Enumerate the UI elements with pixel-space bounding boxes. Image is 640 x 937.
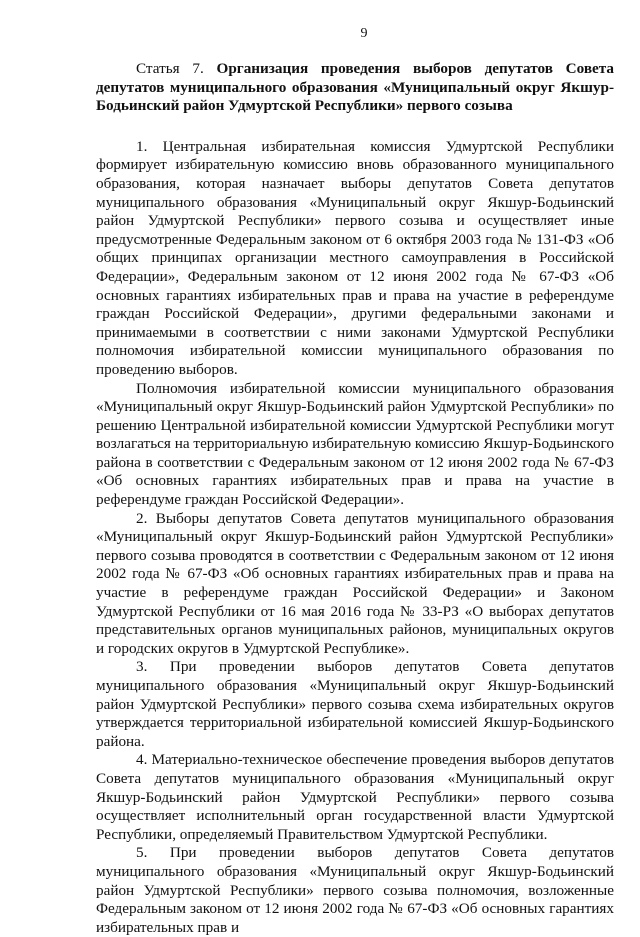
paragraph-2: 2. Выборы депутатов Совета депутатов муниципального образования «Муниципальный округ Якшур-Бодьинский район Удмуртской Республики» первого созыва проводятся в соответствии с Федеральным законом от 12 июня 2002 года № 67-ФЗ «Об основных гарантиях избирательных прав и права на участие в референдуме граждан Российской Федерации» и Законом Удмуртской Республики от 16 мая 2016 года № 33-РЗ «О выборах депутатов представительных органов муниципальных районов, муниципальных округов и городских округов в Удмуртской Республике». (96, 509, 614, 657)
article-label: Статья 7. (136, 60, 204, 77)
paragraph-5: 5. При проведении выборов депутатов Совета депутатов муниципального образования «Муниципальный округ Якшур-Бодьинский район Удмуртской Республики» первого созыва полномочия, возложенные Федеральным законом от 12 июня 2002 года № 67-ФЗ «Об основных гарантиях избирательных прав и (96, 844, 614, 936)
paragraph-4: 4. Материально-техническое обеспечение проведения выборов депутатов Совета депутатов муниципального образования «Муниципальный округ Якшур-Бодьинский район Удмуртской Республики» первого созыва осуществляет исполнительный орган государственной власти Удмуртской Республики, определяемый Правительством Удмуртской Республики. (96, 751, 614, 843)
page-number: 9 (360, 26, 368, 41)
paragraph-1: 1. Центральная избирательная комиссия Удмуртской Республики формирует избирательную комиссию вновь образованного муниципального образования, которая назначает выборы депутатов Совета депутатов муниципального образования «Муниципальный округ Якшур-Бодьинский район Удмуртской Республики» первого созыва и осуществляет иные предусмотренные Федеральным законом от 6 октября 2003 года № 131-ФЗ «Об общих принципах организации местного самоуправления в Российской Федерации», Федеральным законом от 12 июня 2002 года № 67-ФЗ «Об основных гарантиях избирательных прав и права на участие в референдуме граждан Российской Федерации», другими федеральными законами и принимаемыми в соответствии с ними законами Удмуртской Республики полномочия избирательной комиссии муниципального образования по проведению выборов. (96, 137, 614, 378)
article-heading (96, 60, 614, 116)
paragraph-1-continued: Полномочия избирательной комиссии муниципального образования «Муниципальный округ Якшур-Бодьинский район Удмуртской Республики» по решению Центральной избирательной комиссии Удмуртской Республики могут возлагаться на территориальную избирательную комиссию Якшур-Бодьинского района в соответствии с Федеральным законом от 12 июня 2002 года № 67-ФЗ «Об основных гарантиях избирательных прав и права на участие в референдуме граждан Российской Федерации». (96, 379, 614, 509)
article-title: Организация проведения выборов депутатов Совета депутатов муниципального образования «Муниципальный округ Якшур-Бодьинский район Удмуртской Республики» первого созыва (96, 60, 615, 115)
paragraph-3: 3. При проведении выборов депутатов Совета депутатов муниципального образования «Муниципальный округ Якшур-Бодьинский район Удмуртской Республики» первого созыва схема избирательных округов утверждается территориальной избирательной комиссией Якшур-Бодьинского района. (96, 658, 614, 750)
